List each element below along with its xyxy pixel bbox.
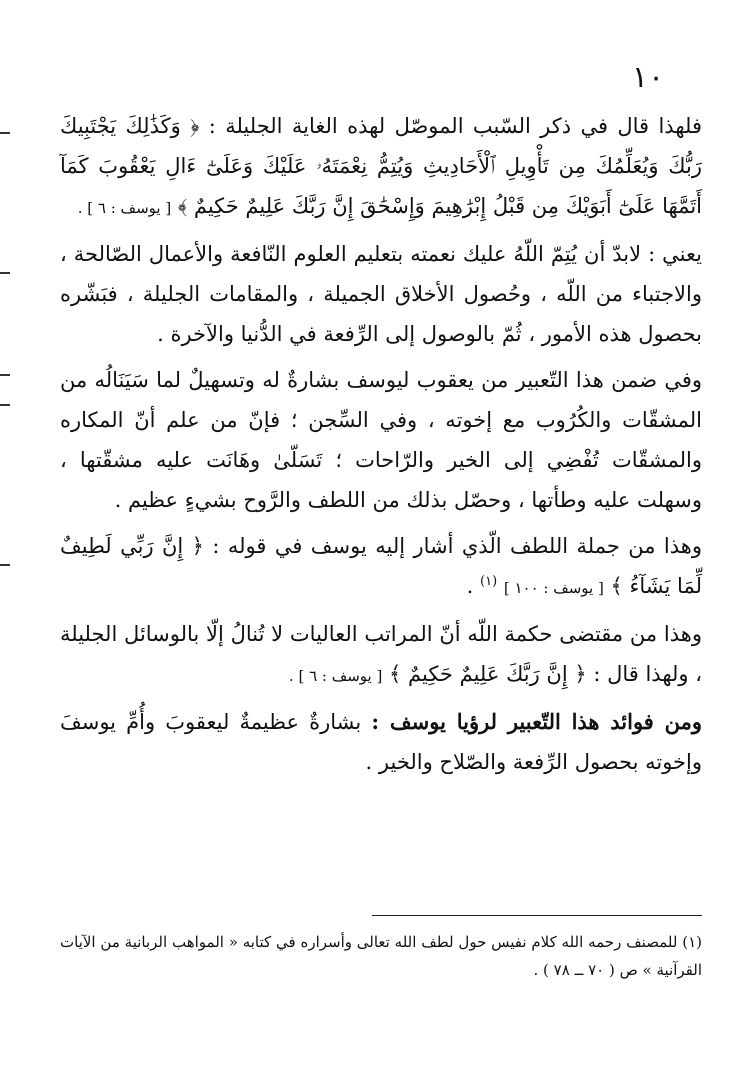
- bold-lead: ومن فوائد هذا التّعبير لرؤيا يوسف :: [371, 709, 702, 734]
- footnote-marker[interactable]: (١): [480, 574, 498, 589]
- verse-reference: [ يوسف : ١٠٠ ]: [503, 579, 604, 597]
- paragraph-text: وفي ضمن هذا التّعبير من يعقوب ليوسف بشارةٌ له وتسهيلٌ لما سَيَنَالُه من المشقّات والكُرُوب مع إخوته ، وفي السِّجن ؛ فإنّ من علم أنّ المكاره والمشقّات تُفْضِي إلى الخير والرّاحات ؛ تَسَلّىٰ وهَانَت عليه مشقّتها ، وسهلت عليه وطأتها ، وحصّل بذلك من اللطف والرَّوح بشيءٍ عظيم .: [60, 368, 702, 512]
- paragraph-text: يعني : لابدّ أن يُتِمّ اللّهُ عليك نعمته بتعليم العلوم النّافعة والأعمال الصّالحة ، والاجتباء من اللّه ، وحُصول الأخلاق الجميلة ، والمقامات الجليلة ، فبَشّره بحصول هذه الأمور ، ثُمّ بالوصول إلى الرِّفعة في الدُّنيا والآخرة .: [60, 242, 702, 346]
- margin-mark: [0, 374, 10, 376]
- main-text: [60, 106, 702, 788]
- paragraph-2: [60, 234, 702, 354]
- paragraph-1: [60, 106, 702, 228]
- margin-mark: [0, 272, 10, 274]
- paragraph-tail: .: [466, 574, 474, 598]
- footnote-1: (١) للمصنف رحمه الله كلام نفيس حول لطف الله تعالى وأسراره في كتابه « المواهب الربانية من الآيات القرآنية » ص ( ٧٠ ــ ٧٨ ) .: [60, 933, 702, 979]
- paragraph-3: [60, 360, 702, 520]
- footnote-divider: [372, 915, 702, 916]
- verse-reference: [ يوسف : ٦ ] .: [288, 667, 383, 685]
- margin-mark: [0, 132, 10, 134]
- paragraph-5: [60, 614, 702, 696]
- paragraph-text: بشارةٌ عظيمةٌ ليعقوبَ وأُمِّ يوسفَ وإخوته بحصول الرِّفعة والصّلاح والخير .: [60, 710, 702, 774]
- paragraph-4: [60, 526, 702, 608]
- verse-reference: [ يوسف : ٦ ] .: [77, 199, 172, 217]
- page-number: ١٠: [631, 60, 665, 95]
- margin-mark: [0, 404, 10, 406]
- margin-mark: [0, 564, 10, 566]
- paragraph-6: [60, 702, 702, 782]
- paragraph-text: وهذا من جملة اللطف الّذي أشار إليه يوسف في قوله : ﴿ إِنَّ رَبِّي لَطِيفٌ لِّمَا يَشَآءُ ﴾: [60, 534, 702, 598]
- footnotes: [60, 928, 702, 984]
- paragraph-text: فلهذا قال في ذكر السّبب الموصّل لهذه الغاية الجليلة : ﴿ وَكَذَٰلِكَ يَجْتَبِيكَ رَبُّكَ وَيُعَلِّمُكَ مِن تَأْوِيلِ ٱلْأَحَادِيثِ وَيُتِمُّ نِعْمَتَهُۥ عَلَيْكَ وَعَلَىٰٓ ءَالِ يَعْقُوبَ كَمَآ أَتَمَّهَا عَلَىٰٓ أَبَوَيْكَ مِن قَبْلُ إِبْرَٰهِيمَ وَإِسْحَٰقَ إِنَّ رَبَّكَ عَلِيمٌ حَكِيمٌ ﴾: [60, 114, 702, 218]
- paragraph-text: وهذا من مقتضى حكمة اللّه أنّ المراتب العاليات لا تُنالُ إلّا بالوسائل الجليلة ، ولهذا قال : ﴿ إِنَّ رَبَّكَ عَلِيمٌ حَكِيمٌ ﴾: [60, 622, 702, 686]
